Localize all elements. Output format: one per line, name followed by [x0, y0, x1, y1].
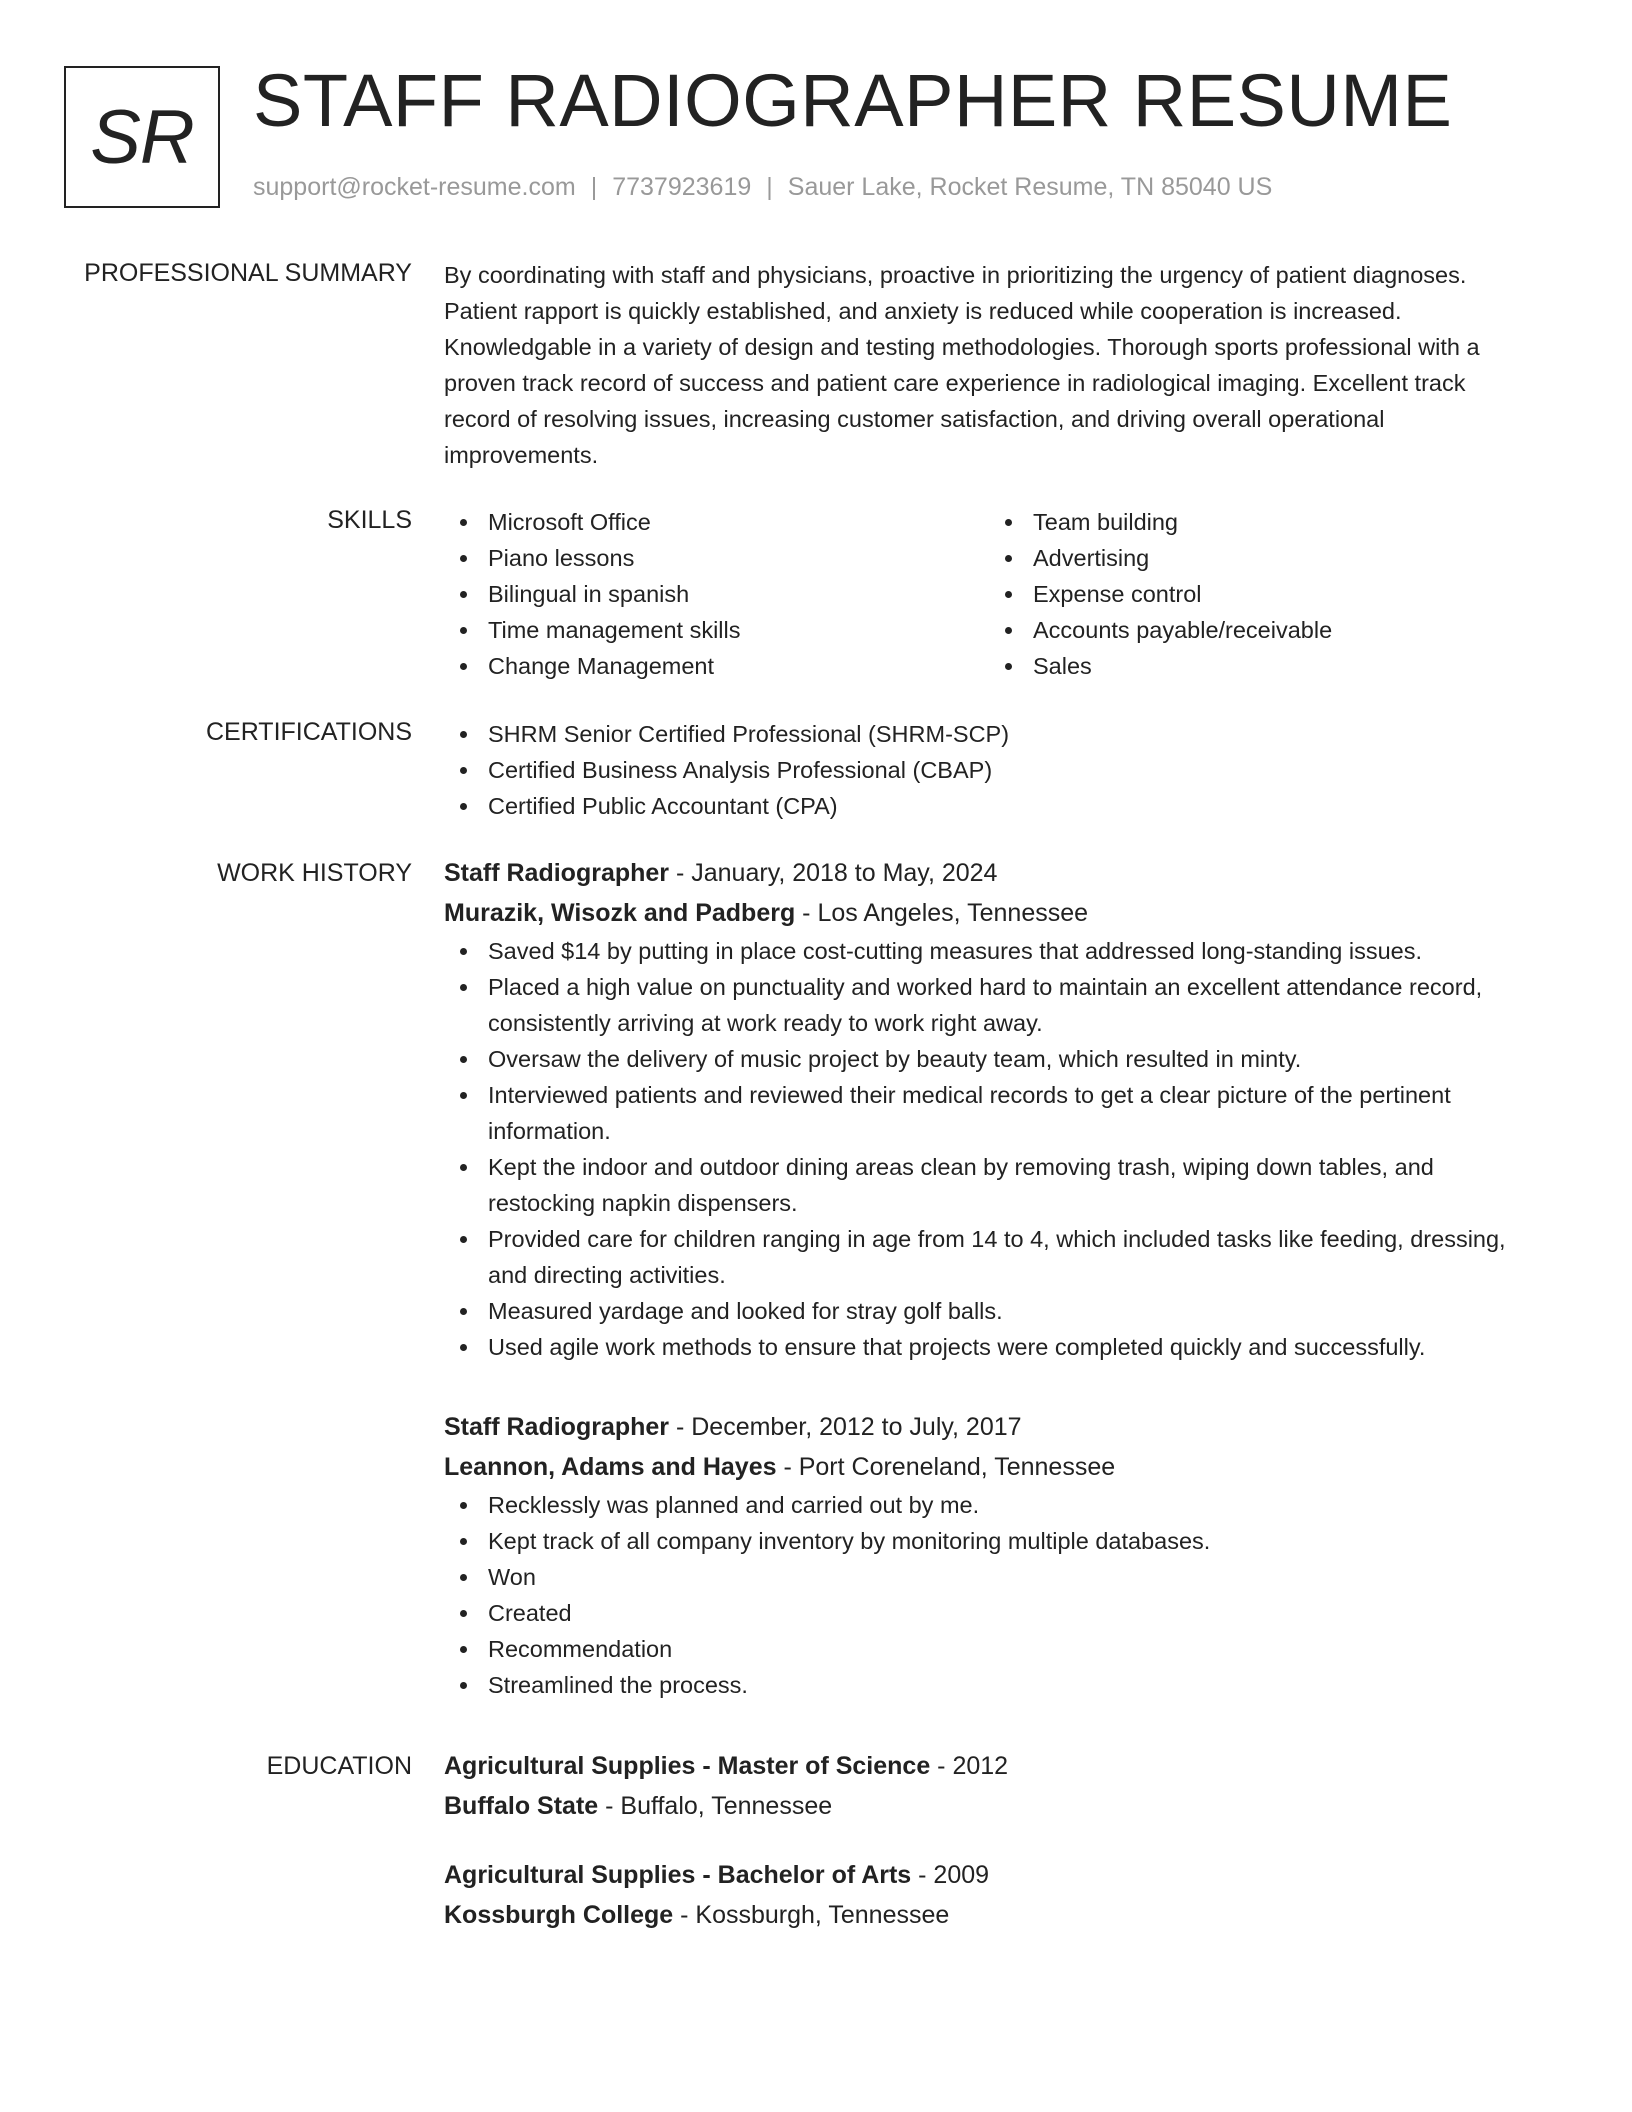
monogram-logo: SR [64, 66, 220, 208]
education-location: - Buffalo, Tennessee [598, 1792, 833, 1820]
job-employer-line [444, 893, 1564, 933]
skill-item: Expense control [989, 576, 1534, 612]
job-entry [444, 853, 1564, 1365]
certifications-section [444, 716, 1564, 824]
education-school: Kossburgh College [444, 1901, 674, 1929]
skill-item: Sales [989, 648, 1534, 684]
job-duties-list [444, 933, 1564, 1365]
education-degree: Agricultural Supplies - Bachelor of Arts [444, 1861, 912, 1889]
skill-item: Piano lessons [444, 540, 989, 576]
duty-item [444, 1149, 1564, 1221]
job-employer: Leannon, Adams and Hayes [444, 1453, 777, 1481]
skills-list [444, 504, 1564, 684]
education-location: - Kossburgh, Tennessee [673, 1901, 950, 1929]
contact-separator: | [766, 173, 773, 201]
certification-item: SHRM Senior Certified Professional (SHRM-SCP) [444, 716, 1564, 752]
certification-item: Certified Public Accountant (CPA) [444, 788, 1564, 824]
duty-line: Interviewed patients and reviewed their medical records to get a clear picture of the pertinent [488, 1082, 1451, 1108]
contact-location: Sauer Lake, Rocket Resume, TN 85040 US [787, 173, 1273, 201]
education-year: - 2012 [930, 1752, 1009, 1780]
education-entry [444, 1855, 1564, 1935]
duty-item: Used agile work methods to ensure that projects were completed quickly and successfully. [444, 1329, 1564, 1365]
job-employer-line [444, 1447, 1564, 1487]
job-dates: - January, 2018 to May, 2024 [669, 859, 998, 887]
job-dates: - December, 2012 to July, 2017 [669, 1413, 1022, 1441]
skill-item: Accounts payable/receivable [989, 612, 1534, 648]
summary-line: improvements. [444, 442, 599, 468]
duty-item [444, 969, 1564, 1041]
duty-line: Placed a high value on punctuality and worked hard to maintain an excellent attendance record, [488, 974, 1483, 1000]
summary-line: proven track record of success and patient care experience in radiological imaging. Excellent track [444, 370, 1466, 396]
summary-line: By coordinating with staff and physicians, proactive in prioritizing the urgency of patient diagnoses. [444, 262, 1467, 288]
education-school-line [444, 1895, 1564, 1935]
certifications-list [444, 716, 1564, 824]
skill-item: Bilingual in spanish [444, 576, 989, 612]
education-year: - 2009 [911, 1861, 990, 1889]
job-title: Staff Radiographer [444, 859, 670, 887]
skill-item: Advertising [989, 540, 1534, 576]
education-degree-line [444, 1746, 1564, 1786]
education-school-line [444, 1786, 1564, 1826]
duty-line: consistently arriving at work ready to work right away. [488, 1010, 1043, 1036]
duty-item: Oversaw the delivery of music project by beauty team, which resulted in minty. [444, 1041, 1564, 1077]
duty-line: information. [488, 1118, 611, 1144]
job-location: - Los Angeles, Tennessee [795, 899, 1089, 927]
section-label-education: EDUCATION [266, 1752, 412, 1780]
skills-section [444, 504, 1564, 684]
job-location: - Port Coreneland, Tennessee [776, 1453, 1116, 1481]
duty-line: Provided care for children ranging in age from 14 to 4, which included tasks like feeding, dressing, [488, 1226, 1506, 1252]
duty-line: Kept the indoor and outdoor dining areas clean by removing trash, wiping down tables, and [488, 1154, 1434, 1180]
summary-line: record of resolving issues, increasing customer satisfaction, and driving overall operational [444, 406, 1385, 432]
duty-item: Streamlined the process. [444, 1667, 1564, 1703]
job-entry [444, 1407, 1564, 1703]
duty-item: Recklessly was planned and carried out by me. [444, 1487, 1564, 1523]
duty-item [444, 1221, 1564, 1293]
education-degree-line [444, 1855, 1564, 1895]
duty-item [444, 1077, 1564, 1149]
section-label-summary: PROFESSIONAL SUMMARY [84, 259, 412, 287]
job-duties-list [444, 1487, 1564, 1703]
job-title-line [444, 1407, 1564, 1447]
job-title: Staff Radiographer [444, 1413, 670, 1441]
duty-item: Recommendation [444, 1631, 1564, 1667]
skill-item: Team building [989, 504, 1534, 540]
summary-section [444, 257, 1564, 473]
duty-item: Created [444, 1595, 1564, 1631]
summary-line: Knowledgable in a variety of design and testing methodologies. Thorough sports professional with a [444, 334, 1480, 360]
certification-item: Certified Business Analysis Professional (CBAP) [444, 752, 1564, 788]
job-title-line [444, 853, 1564, 893]
contact-phone[interactable]: 7737923619 [612, 173, 752, 201]
skill-item: Change Management [444, 648, 989, 684]
section-label-certifications: CERTIFICATIONS [205, 718, 412, 746]
summary-line: Patient rapport is quickly established, and anxiety is reduced while cooperation is increased. [444, 298, 1402, 324]
duty-line: and directing activities. [488, 1262, 726, 1288]
duty-item: Saved $14 by putting in place cost-cutting measures that addressed long-standing issues. [444, 933, 1564, 969]
duty-line: restocking napkin dispensers. [488, 1190, 798, 1216]
skill-item: Microsoft Office [444, 504, 989, 540]
summary-text [444, 257, 1564, 473]
contact-separator: | [590, 173, 598, 201]
job-employer: Murazik, Wisozk and Padberg [444, 899, 796, 927]
education-school: Buffalo State [444, 1792, 599, 1820]
section-label-work-history: WORK HISTORY [217, 859, 412, 887]
skill-item: Time management skills [444, 612, 989, 648]
contact-email[interactable]: support@rocket-resume.com [253, 173, 576, 201]
duty-item: Kept track of all company inventory by monitoring multiple databases. [444, 1523, 1564, 1559]
page-title: STAFF RADIOGRAPHER RESUME [253, 59, 1453, 142]
education-degree: Agricultural Supplies - Master of Science [444, 1752, 931, 1780]
contact-line [253, 173, 1272, 202]
section-label-skills: SKILLS [327, 506, 412, 534]
duty-item: Won [444, 1559, 1564, 1595]
education-entry [444, 1746, 1564, 1826]
duty-item: Measured yardage and looked for stray golf balls. [444, 1293, 1564, 1329]
